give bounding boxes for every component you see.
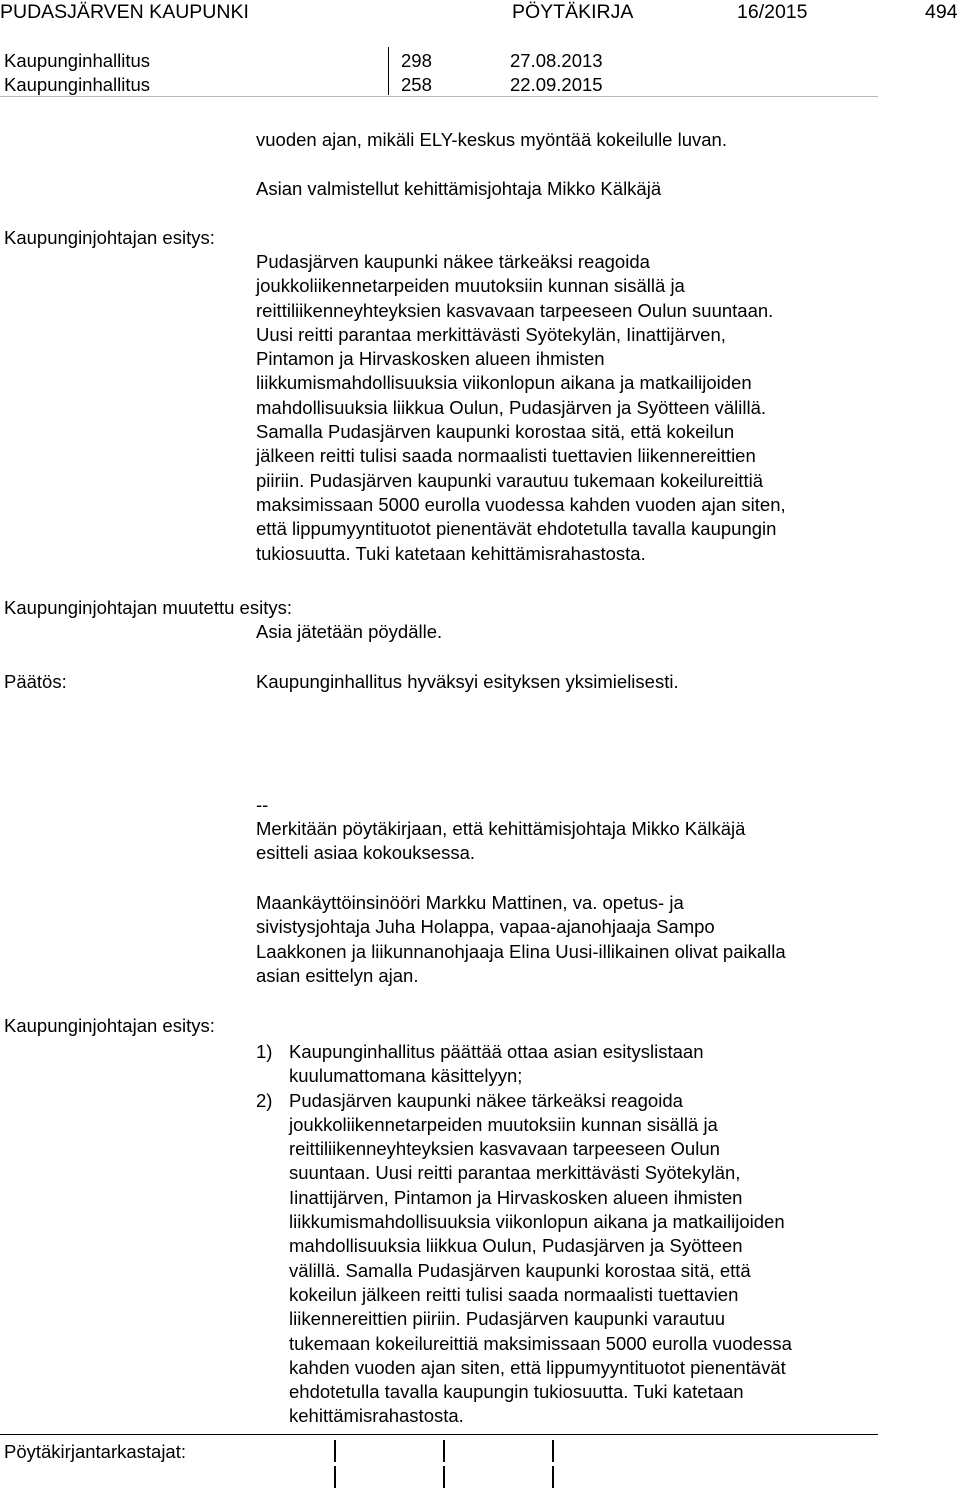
modified-proposal-text: Asia jätetään pöydälle.: [256, 621, 443, 642]
text-line: kuulumattomana käsittelyyn;: [289, 1065, 523, 1087]
text-line: tukemaan kokeilureittiä maksimissaan 5000 eurolla vuodessa: [289, 1332, 792, 1354]
decision-text: Kaupunginhallitus hyväksyi esityksen yksimielisesti.: [256, 671, 679, 692]
text-line: maksimissaan 5000 eurolla vuodessa kahden vuoden ajan siten,: [256, 493, 786, 515]
page-number: 494: [925, 1, 958, 23]
text-line: Merkitään pöytäkirjaan, että kehittämisjohtaja Mikko Kälkäjä: [256, 818, 746, 839]
text-line: Kaupunginhallitus päättää ottaa asian esityslistaan: [289, 1041, 704, 1062]
signature-cell-divider: [443, 1466, 445, 1488]
list-number: 2): [256, 1089, 273, 1111]
list-item: [256, 1040, 792, 1089]
text-line: kehittämisrahastosta.: [289, 1405, 464, 1427]
proposal-label-2: Kaupunginjohtajan esitys:: [4, 1015, 215, 1036]
signature-cell-divider: [334, 1466, 336, 1488]
footer-rule: [0, 1434, 878, 1435]
text-line: liikennereittien piiriin. Pudasjärven kaupunki varautuu: [289, 1308, 726, 1330]
text-line: Laakkonen ja liikunnanohjaaja Elina Uusi-illikainen olivat paikalla: [256, 940, 786, 962]
text-line: Pudasjärven kaupunki näkee tärkeäksi reagoida: [256, 251, 650, 272]
proposal-list: [256, 1040, 792, 1429]
text-line: välillä. Samalla Pudasjärven kaupunki korostaa sitä, että: [289, 1259, 751, 1281]
text-line: mahdollisuuksia liikkua Oulun, Pudasjärven ja Syötteen välillä.: [256, 396, 767, 418]
text-line: liikkumismahdollisuuksia viikonlopun aikana ja matkailijoiden: [256, 372, 752, 394]
text-line: esitteli asiaa kokouksessa.: [256, 842, 476, 864]
signature-cell-divider: [334, 1440, 336, 1462]
reference-body-2: Kaupunginhallitus: [4, 74, 151, 95]
decision-label: Päätös:: [4, 671, 67, 692]
text-line: sivistysjohtaja Juha Holappa, vapaa-ajanohjaaja Sampo: [256, 916, 715, 938]
list-item: [256, 1089, 792, 1429]
text-line: kokeilun jälkeen reitti tulisi saada normaalisti tuettavien: [289, 1283, 739, 1305]
document-type: PÖYTÄKIRJA: [512, 1, 634, 23]
text-line: reittiliikenneyhteyksien kasvavaan tarpeeseen Oulun: [289, 1138, 720, 1160]
text-line: Maankäyttöinsinööri Markku Mattinen, va. opetus- ja: [256, 892, 684, 913]
text-line: jälkeen reitti tulisi saada normaalisti tuettavien liikennereittien: [256, 445, 756, 467]
header-rule: [0, 96, 878, 97]
text-line: suuntaan. Uusi reitti parantaa merkittävästi Syötekylän,: [289, 1162, 741, 1184]
text-line: joukkoliikennetarpeiden muutoksiin kunnan sisällä ja: [256, 275, 685, 297]
list-number: 1): [256, 1041, 273, 1062]
reference-date-2: 22.09.2015: [510, 74, 603, 95]
proposal-paragraph: [256, 250, 786, 566]
text-line: ehdotetulla tavalla kaupungin tukiosuutta. Tuki katetaan: [289, 1381, 744, 1403]
text-line: tukiosuutta. Tuki katetaan kehittämisrahastosta.: [256, 542, 646, 564]
text-line: mahdollisuuksia liikkua Oulun, Pudasjärven ja Syötteen: [289, 1235, 743, 1257]
text-line: että lippumyyntituotot pienentävät ehdotetulla tavalla kaupungin: [256, 518, 777, 540]
text-line: Uusi reitti parantaa merkittävästi Syötekylän, Iinattijärven,: [256, 323, 726, 345]
modified-proposal-label: Kaupunginjohtajan muutettu esitys:: [4, 597, 292, 618]
reference-date-1: 27.08.2013: [510, 50, 603, 71]
text-line: joukkoliikennetarpeiden muutoksiin kunnan sisällä ja: [289, 1113, 718, 1135]
text-line: piiriin. Pudasjärven kaupunki varautuu tukemaan kokeilureittiä: [256, 469, 763, 491]
text-line: Samalla Pudasjärven kaupunki korostaa sitä, että kokeilun: [256, 421, 735, 443]
section-separator: --: [256, 794, 269, 815]
reference-body-1: Kaupunginhallitus: [4, 50, 151, 71]
issue-number: 16/2015: [737, 1, 808, 23]
signature-cell-divider: [552, 1440, 554, 1462]
text-line: Pudasjärven kaupunki näkee tärkeäksi reagoida: [289, 1089, 683, 1111]
text-line: liikkumismahdollisuuksia viikonlopun aikana ja matkailijoiden: [289, 1211, 785, 1233]
text-line: Iinattijärven, Pintamon ja Hirvaskosken alueen ihmisten: [289, 1186, 743, 1208]
preparer-text: Asian valmistellut kehittämisjohtaja Mikko Kälkäjä: [256, 178, 662, 199]
inspectors-label: Pöytäkirjantarkastajat:: [4, 1441, 187, 1462]
text-line: reittiliikenneyhteyksien kasvavaan tarpeeseen Oulun suuntaan.: [256, 299, 774, 321]
note-paragraph-1: [256, 817, 745, 866]
municipality-name: PUDASJÄRVEN KAUPUNKI: [0, 1, 249, 23]
reference-divider: [388, 47, 389, 95]
text-line: kahden vuoden ajan siten, että lippumyyntituotot pienentävät: [289, 1356, 786, 1378]
signature-cell-divider: [443, 1440, 445, 1462]
signature-cell-divider: [552, 1466, 554, 1488]
text-line: Pintamon ja Hirvaskosken alueen ihmisten: [256, 348, 605, 370]
continuation-text: vuoden ajan, mikäli ELY-keskus myöntää kokeilulle luvan.: [256, 129, 727, 150]
reference-section-1: 298: [401, 50, 432, 71]
text-line: asian esittelyn ajan.: [256, 964, 419, 986]
proposal-label: Kaupunginjohtajan esitys:: [4, 227, 215, 248]
reference-section-2: 258: [401, 74, 432, 95]
note-paragraph-2: [256, 891, 786, 988]
